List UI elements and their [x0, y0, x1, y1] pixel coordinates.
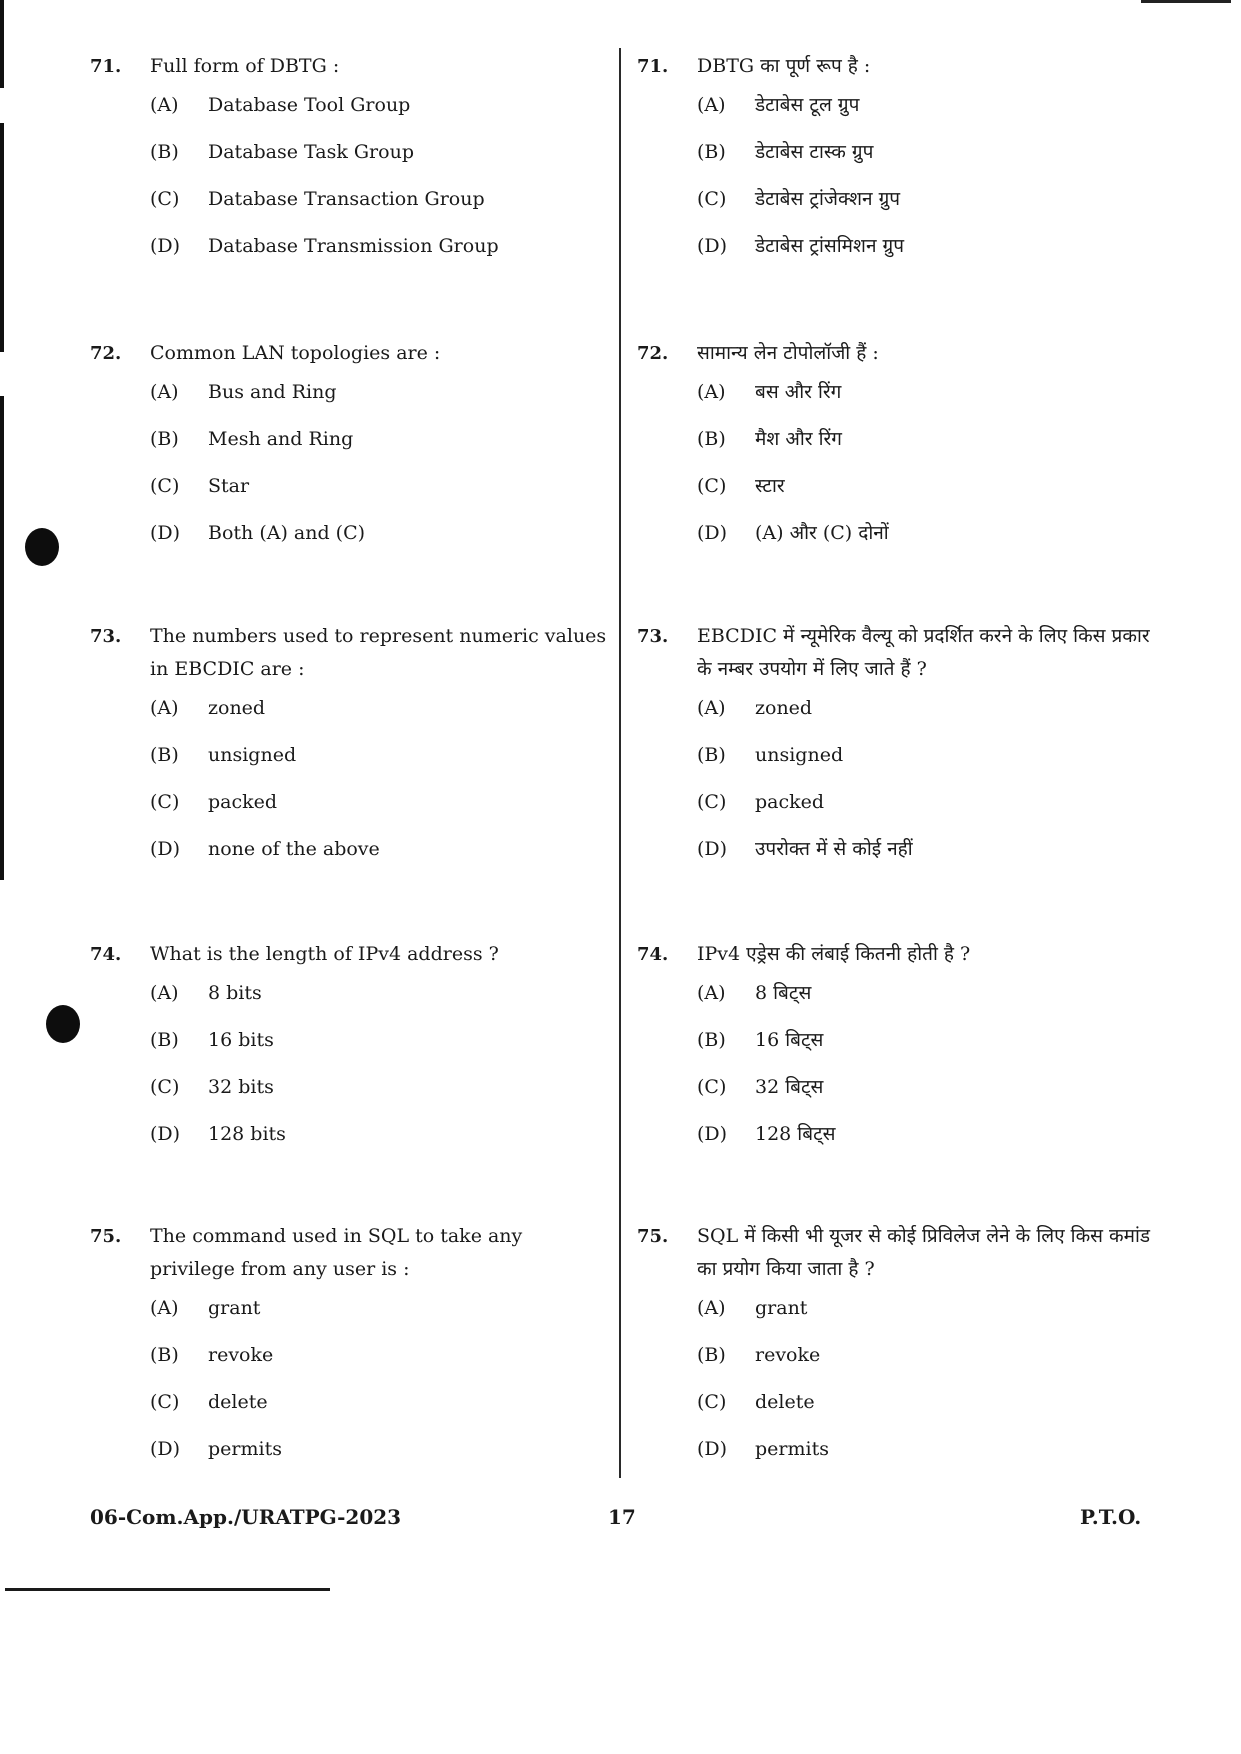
option-text: packed: [208, 791, 278, 813]
option-letter: (A): [697, 982, 726, 1004]
option-text: Database Tool Group: [208, 94, 411, 116]
question-text: What is the length of IPv4 address ?: [150, 943, 499, 965]
option-a: [90, 83, 610, 130]
question-75-en: [90, 1220, 610, 1474]
option-c: [90, 1065, 610, 1112]
option-letter: (B): [697, 428, 726, 450]
question-stem: [637, 50, 1157, 83]
option-b: [90, 130, 610, 177]
option-text: Database Transaction Group: [208, 188, 485, 210]
option-c: [90, 1380, 610, 1427]
option-d: [637, 224, 1157, 271]
option-letter: (D): [697, 1123, 728, 1145]
option-letter: (C): [150, 1076, 180, 1098]
question-number: 71.: [637, 56, 669, 77]
option-b: [637, 733, 1157, 780]
question-73-en: [90, 620, 610, 874]
question-74-hi: [637, 938, 1157, 1159]
question-text: The command used in SQL to take any privilege from any user is :: [150, 1225, 523, 1280]
question-stem: [637, 1220, 1157, 1286]
option-a: [637, 1286, 1157, 1333]
option-letter: (B): [150, 428, 179, 450]
question-stem: [90, 938, 610, 971]
option-letter: (C): [150, 188, 180, 210]
option-c: [90, 780, 610, 827]
option-c: [637, 464, 1157, 511]
option-text: grant: [208, 1297, 261, 1319]
option-letter: (A): [697, 1297, 726, 1319]
column-divider: [619, 48, 621, 1478]
question-stem: [90, 50, 610, 83]
option-text: Mesh and Ring: [208, 428, 354, 450]
option-c: [637, 780, 1157, 827]
option-letter: (C): [697, 1076, 727, 1098]
option-letter: (A): [150, 94, 179, 116]
option-text: Bus and Ring: [208, 381, 337, 403]
option-letter: (D): [697, 838, 728, 860]
option-text: revoke: [208, 1344, 274, 1366]
question-stem: [637, 337, 1157, 370]
question-text: SQL में किसी भी यूजर से कोई प्रिविलेज लेने के लिए किस कमांड का प्रयोग किया जाता है ?: [697, 1225, 1151, 1280]
option-letter: (C): [697, 475, 727, 497]
option-text: none of the above: [208, 838, 380, 860]
question-73-hi: [637, 620, 1157, 874]
question-text: IPv4 एड्रेस की लंबाई कितनी होती है ?: [697, 943, 971, 965]
option-d: [637, 1427, 1157, 1474]
option-letter: (D): [150, 1123, 181, 1145]
option-text: डेटाबेस टास्क ग्रुप: [755, 141, 874, 163]
option-letter: (C): [150, 475, 180, 497]
page-number: 17: [608, 1505, 636, 1529]
option-text: डेटाबेस टूल ग्रुप: [755, 94, 860, 116]
option-letter: (B): [697, 141, 726, 163]
option-letter: (A): [150, 697, 179, 719]
option-d: [637, 827, 1157, 874]
option-letter: (C): [697, 188, 727, 210]
please-turn-over: P.T.O.: [1080, 1505, 1142, 1529]
option-letter: (B): [697, 1029, 726, 1051]
option-d: [90, 511, 610, 558]
question-stem: [90, 620, 610, 686]
option-text: 16 बिट्स: [755, 1029, 824, 1051]
option-letter: (A): [697, 697, 726, 719]
question-number: 72.: [90, 343, 122, 364]
option-letter: (D): [150, 838, 181, 860]
question-text: सामान्य लेन टोपोलॉजी हैं :: [697, 342, 879, 364]
question-74-en: [90, 938, 610, 1159]
question-text: The numbers used to represent numeric values in EBCDIC are :: [150, 625, 607, 680]
option-letter: (B): [150, 141, 179, 163]
option-text: unsigned: [755, 744, 844, 766]
option-letter: (C): [150, 791, 180, 813]
option-letter: (C): [697, 1391, 727, 1413]
option-a: [637, 83, 1157, 130]
option-text: 16 bits: [208, 1029, 274, 1051]
option-letter: (D): [150, 1438, 181, 1460]
question-text: EBCDIC में न्यूमेरिक वैल्यू को प्रदर्शित करने के लिए किस प्रकार के नम्बर उपयोग में लिए जाते हैं ?: [697, 625, 1150, 680]
question-stem: [90, 1220, 610, 1286]
option-b: [90, 1333, 610, 1380]
question-number: 73.: [637, 626, 669, 647]
punch-hole: [46, 1005, 80, 1043]
option-d: [90, 1427, 610, 1474]
option-b: [637, 1018, 1157, 1065]
option-letter: (A): [697, 381, 726, 403]
option-c: [90, 464, 610, 511]
option-letter: (D): [697, 235, 728, 257]
bottom-rule: [5, 1588, 330, 1591]
option-text: Both (A) and (C): [208, 522, 366, 544]
option-text: मैश और रिंग: [755, 428, 842, 450]
option-letter: (B): [697, 1344, 726, 1366]
option-d: [637, 511, 1157, 558]
question-71-hi: [637, 50, 1157, 271]
option-text: unsigned: [208, 744, 297, 766]
option-text: grant: [755, 1297, 808, 1319]
question-number: 75.: [90, 1226, 122, 1247]
option-letter: (B): [697, 744, 726, 766]
option-letter: (D): [150, 235, 181, 257]
option-text: बस और रिंग: [755, 381, 842, 403]
option-a: [637, 971, 1157, 1018]
scan-mark: [1141, 0, 1231, 3]
option-text: delete: [208, 1391, 268, 1413]
option-text: 32 बिट्स: [755, 1076, 824, 1098]
option-text: packed: [755, 791, 825, 813]
option-text: zoned: [755, 697, 813, 719]
question-number: 74.: [637, 944, 669, 965]
option-text: 8 बिट्स: [755, 982, 812, 1004]
option-letter: (C): [150, 1391, 180, 1413]
option-letter: (A): [150, 982, 179, 1004]
option-b: [637, 1333, 1157, 1380]
question-number: 73.: [90, 626, 122, 647]
option-letter: (A): [150, 1297, 179, 1319]
question-number: 75.: [637, 1226, 669, 1247]
option-c: [637, 177, 1157, 224]
option-text: zoned: [208, 697, 266, 719]
option-letter: (B): [150, 744, 179, 766]
question-stem: [90, 337, 610, 370]
question-stem: [637, 620, 1157, 686]
option-text: Database Task Group: [208, 141, 414, 163]
option-text: 8 bits: [208, 982, 262, 1004]
option-letter: (A): [697, 94, 726, 116]
paper-code: 06-Com.App./URATPG-2023: [90, 1505, 402, 1529]
question-72-en: [90, 337, 610, 558]
option-text: revoke: [755, 1344, 821, 1366]
option-text: permits: [208, 1438, 282, 1460]
option-text: (A) और (C) दोनों: [755, 522, 889, 544]
option-d: [90, 224, 610, 271]
option-text: delete: [755, 1391, 815, 1413]
question-text: Common LAN topologies are :: [150, 342, 441, 364]
option-letter: (C): [697, 791, 727, 813]
option-letter: (D): [697, 1438, 728, 1460]
option-b: [90, 1018, 610, 1065]
option-b: [637, 130, 1157, 177]
option-text: डेटाबेस ट्रांजेक्शन ग्रुप: [755, 188, 901, 210]
option-text: डेटाबेस ट्रांसमिशन ग्रुप: [755, 235, 905, 257]
question-75-hi: [637, 1220, 1157, 1474]
option-letter: (D): [697, 522, 728, 544]
option-letter: (B): [150, 1344, 179, 1366]
option-text: 32 bits: [208, 1076, 274, 1098]
option-letter: (D): [150, 522, 181, 544]
option-letter: (A): [150, 381, 179, 403]
option-text: Database Transmission Group: [208, 235, 499, 257]
option-d: [90, 1112, 610, 1159]
option-a: [90, 1286, 610, 1333]
option-text: permits: [755, 1438, 829, 1460]
question-text: DBTG का पूर्ण रूप है :: [697, 55, 871, 77]
option-text: स्टार: [755, 475, 785, 497]
option-b: [90, 417, 610, 464]
question-72-hi: [637, 337, 1157, 558]
option-text: उपरोक्त में से कोई नहीं: [755, 838, 913, 860]
question-71-en: [90, 50, 610, 271]
option-c: [637, 1065, 1157, 1112]
option-a: [637, 370, 1157, 417]
question-number: 72.: [637, 343, 669, 364]
option-text: Star: [208, 475, 250, 497]
option-text: 128 bits: [208, 1123, 286, 1145]
option-a: [637, 686, 1157, 733]
question-stem: [637, 938, 1157, 971]
scan-edge: [0, 0, 4, 880]
option-c: [637, 1380, 1157, 1427]
option-c: [90, 177, 610, 224]
option-a: [90, 686, 610, 733]
option-d: [90, 827, 610, 874]
option-b: [637, 417, 1157, 464]
question-number: 71.: [90, 56, 122, 77]
option-text: 128 बिट्स: [755, 1123, 836, 1145]
option-d: [637, 1112, 1157, 1159]
option-b: [90, 733, 610, 780]
punch-hole: [25, 528, 59, 566]
question-text: Full form of DBTG :: [150, 55, 340, 77]
question-number: 74.: [90, 944, 122, 965]
option-a: [90, 370, 610, 417]
option-letter: (B): [150, 1029, 179, 1051]
option-a: [90, 971, 610, 1018]
